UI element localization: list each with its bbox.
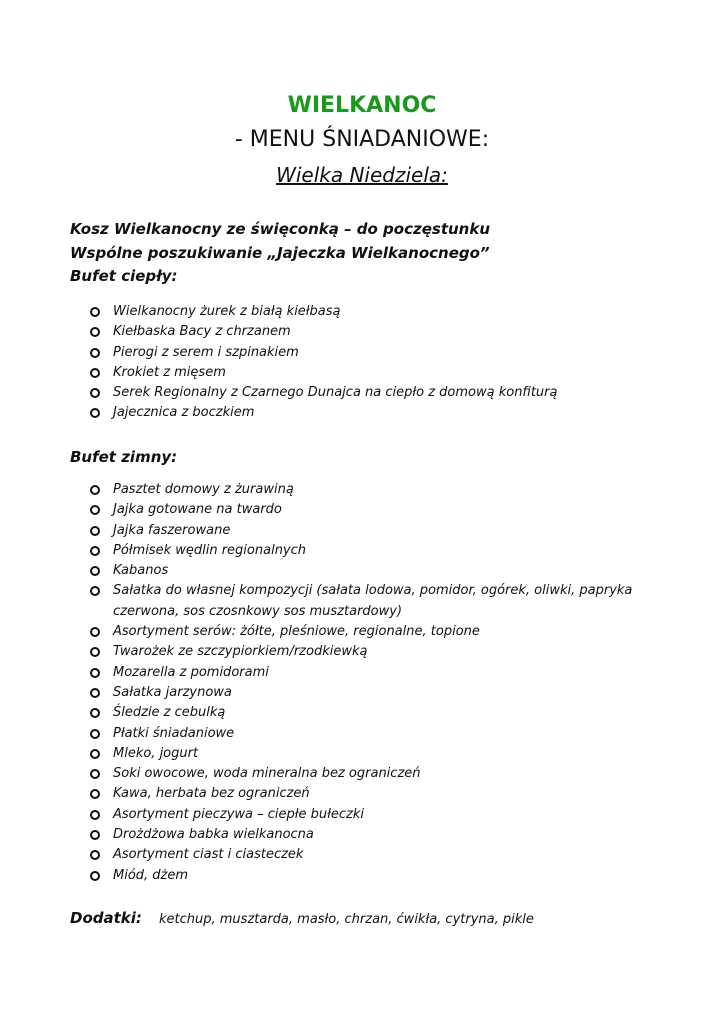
menu-list-item — [88, 703, 668, 723]
menu-item-text: Jajecznica z boczkiem — [113, 405, 255, 421]
menu-item-text: Kabanos — [113, 563, 169, 579]
menu-list-item — [88, 480, 668, 500]
menu-list-item — [88, 500, 668, 520]
circle-bullet-icon — [90, 627, 100, 637]
menu-list-item — [88, 744, 668, 764]
intro-line-1: Kosz Wielkanocny ze święconką – do poczęstunku — [70, 220, 490, 238]
menu-item-text: Jajka faszerowane — [113, 522, 231, 538]
menu-item-text: Krokiet z mięsem — [113, 364, 226, 380]
menu-list-item — [88, 784, 668, 804]
menu-item-text: Drożdżowa babka wielkanocna — [113, 827, 314, 843]
circle-bullet-icon — [90, 647, 100, 657]
cold-buffet-list — [88, 480, 668, 886]
hot-buffet-heading: Bufet ciepły: — [70, 267, 178, 285]
circle-bullet-icon — [90, 505, 100, 515]
circle-bullet-icon — [90, 388, 100, 398]
menu-item-text: Pasztet domowy z żurawiną — [113, 482, 294, 497]
intro-line-2: Wspólne poszukiwanie „Jajeczka Wielkanocnego” — [70, 244, 490, 262]
extras-line — [70, 906, 534, 932]
menu-item-text: Śledzie z cebulką — [113, 705, 226, 721]
circle-bullet-icon — [90, 850, 100, 860]
menu-list-item — [88, 581, 668, 622]
menu-item-text: Soki owocowe, woda mineralna bez ograniczeń — [113, 766, 421, 782]
menu-list-item — [88, 642, 668, 662]
menu-item-text: Sałatka do własnej kompozycji (sałata lodowa, pomidor, ogórek, oliwki, papryka czerwona, sos czosnkowy sos musztardowy) — [113, 583, 633, 619]
menu-item-text: Asortyment ciast i ciasteczek — [113, 847, 304, 863]
circle-bullet-icon — [90, 348, 100, 358]
circle-bullet-icon — [90, 810, 100, 820]
menu-list-item — [88, 383, 668, 403]
menu-list-item — [88, 622, 668, 642]
circle-bullet-icon — [90, 688, 100, 698]
circle-bullet-icon — [90, 485, 100, 495]
menu-item-text: Serek Regionalny z Czarnego Dunajca na ciepło z domową konfiturą — [113, 385, 558, 401]
menu-item-text: Półmisek wędlin regionalnych — [113, 542, 307, 558]
menu-item-text: Kawa, herbata bez ograniczeń — [113, 786, 310, 802]
menu-list-item — [88, 845, 668, 865]
day-heading: Wielka Niedziela: — [276, 163, 448, 187]
menu-list-item — [88, 363, 668, 383]
menu-item-text: Sałatka jarzynowa — [113, 684, 232, 700]
cold-buffet-heading: Bufet zimny: — [70, 448, 178, 466]
circle-bullet-icon — [90, 307, 100, 317]
menu-list-item — [88, 764, 668, 784]
menu-list-item — [88, 541, 668, 561]
circle-bullet-icon — [90, 789, 100, 799]
menu-item-text: Wielkanocny żurek z białą kiełbasą — [113, 304, 341, 319]
menu-list-item — [88, 403, 668, 423]
circle-bullet-icon — [90, 871, 100, 881]
menu-item-text: Jajka gotowane na twardo — [113, 502, 282, 518]
menu-list-item — [88, 521, 668, 541]
menu-item-text: Mozarella z pomidorami — [113, 664, 269, 680]
menu-item-text: Miód, dżem — [113, 867, 189, 883]
circle-bullet-icon — [90, 327, 100, 337]
circle-bullet-icon — [90, 708, 100, 718]
document-subtitle: - MENU ŚNIADANIOWE: — [234, 127, 490, 152]
menu-list-item — [88, 683, 668, 703]
menu-list-item — [88, 663, 668, 683]
menu-item-text: Kiełbaska Bacy z chrzanem — [113, 324, 291, 340]
extras-label: Dodatki: — [70, 909, 142, 927]
circle-bullet-icon — [90, 729, 100, 739]
extras-items: ketchup, musztarda, masło, chrzan, ćwikła, cytryna, pikle — [159, 912, 534, 927]
menu-item-text: Twarożek ze szczypiorkiem/rzodkiewką — [113, 644, 368, 660]
menu-item-text: Asortyment pieczywa – ciepłe bułeczki — [113, 806, 364, 822]
circle-bullet-icon — [90, 546, 100, 556]
menu-item-text: Asortyment serów: żółte, pleśniowe, regionalne, topione — [113, 624, 480, 640]
menu-list-item — [88, 825, 668, 845]
menu-item-text: Płatki śniadaniowe — [113, 725, 235, 741]
menu-list-item — [88, 322, 668, 342]
circle-bullet-icon — [90, 566, 100, 576]
menu-list-item — [88, 724, 668, 744]
document-title: WIELKANOC — [287, 93, 437, 118]
circle-bullet-icon — [90, 586, 100, 596]
circle-bullet-icon — [90, 668, 100, 678]
menu-list-item — [88, 805, 668, 825]
circle-bullet-icon — [90, 526, 100, 536]
circle-bullet-icon — [90, 749, 100, 759]
menu-item-text: Mleko, jogurt — [113, 745, 199, 761]
menu-list-item — [88, 561, 668, 581]
circle-bullet-icon — [90, 830, 100, 840]
circle-bullet-icon — [90, 769, 100, 779]
circle-bullet-icon — [90, 408, 100, 418]
menu-list-item — [88, 866, 668, 886]
menu-list-item — [88, 302, 668, 322]
circle-bullet-icon — [90, 368, 100, 378]
hot-buffet-list — [88, 302, 668, 424]
menu-list-item — [88, 343, 668, 363]
menu-item-text: Pierogi z serem i szpinakiem — [113, 344, 299, 360]
